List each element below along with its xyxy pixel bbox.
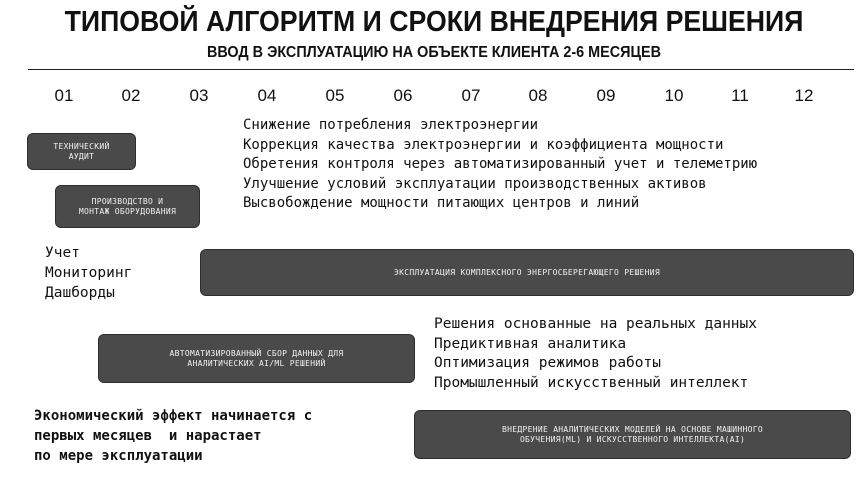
month-label: 01 bbox=[54, 86, 74, 105]
month-label: 11 bbox=[731, 86, 749, 105]
month-label: 08 bbox=[528, 86, 548, 105]
stage-bar-label: АВТОМАТИЗИРОВАННЫЙ СБОР ДАННЫХ ДЛЯ bbox=[169, 348, 344, 358]
month-label: 03 bbox=[189, 86, 209, 105]
note-line: Экономический эффект начинается с bbox=[34, 408, 313, 424]
month-label: 05 bbox=[325, 86, 345, 105]
list-item: Обретения контроля через автоматизированный учет и телеметрию bbox=[243, 156, 758, 172]
month-label: 12 bbox=[794, 86, 814, 105]
stage-bar-operation bbox=[201, 250, 853, 295]
month-label: 07 bbox=[461, 86, 481, 105]
note-line: первых месяцев и нарастает bbox=[34, 428, 262, 444]
stage-bar-data-collection bbox=[99, 335, 414, 382]
stage-bar-technical-audit bbox=[28, 134, 135, 169]
stage-bar-ml-ai bbox=[415, 411, 850, 458]
economic-effect-note bbox=[34, 406, 312, 466]
stage-bar-production bbox=[56, 186, 199, 227]
stage-bar-label: АНАЛИТИЧЕСКИХ AI/ML РЕШЕНИЙ bbox=[187, 358, 326, 368]
list-item: Промышленный искусственный интеллект bbox=[434, 374, 749, 391]
page-title: ТИПОВОЙ АЛГОРИТМ И СРОКИ ВНЕДРЕНИЯ РЕШЕНИЯ bbox=[64, 6, 804, 38]
list-item: Улучшение условий эксплуатации производственных активов bbox=[243, 175, 707, 192]
stage-bar-label: ЭКСПЛУАТАЦИЯ КОМПЛЕКСНОГО ЭНЕРГОСБЕРЕГАЮЩЕГО РЕШЕНИЯ bbox=[393, 267, 661, 277]
list-item: Оптимизация режимов работы bbox=[434, 355, 661, 371]
list-item: Предиктивная аналитика bbox=[434, 335, 627, 352]
list-item: Учет bbox=[45, 245, 80, 261]
list-item: Дашборды bbox=[45, 285, 115, 301]
stage-bar-label: МОНТАЖ ОБОРУДОВАНИЯ bbox=[78, 206, 177, 216]
month-label: 04 bbox=[257, 86, 277, 105]
list-item: Мониторинг bbox=[45, 265, 133, 281]
stage-bar-label: ПРОИЗВОДСТВО И bbox=[91, 196, 164, 206]
title-divider bbox=[28, 69, 854, 70]
monitoring-list bbox=[45, 243, 132, 303]
stage-bar-label: ВНЕДРЕНИЕ АНАЛИТИЧЕСКИХ МОДЕЛЕЙ НА ОСНОВЕ МАШИННОГО bbox=[502, 424, 763, 434]
month-label: 02 bbox=[121, 86, 141, 105]
benefits-list bbox=[243, 116, 757, 214]
stage-bar-label: ОБУЧЕНИЯ(ML) И ИСКУССТВЕННОГО ИНТЕЛЛЕКТА(AI) bbox=[519, 434, 746, 444]
stage-bar-label: ТЕХНИЧЕСКИЙ bbox=[53, 141, 110, 151]
list-item: Решения основанные на реальных данных bbox=[434, 316, 758, 332]
page-subtitle: ВВОД В ЭКСПЛУАТАЦИЮ НА ОБЪЕКТЕ КЛИЕНТА 2-6 МЕСЯЦЕВ bbox=[206, 44, 662, 61]
list-item: Высвобождение мощности питающих центров и линий bbox=[243, 195, 640, 211]
analytics-list bbox=[434, 315, 757, 393]
month-label: 06 bbox=[393, 86, 413, 105]
stage-bar-label: АУДИТ bbox=[68, 151, 95, 161]
list-item: Коррекция качества электроэнергии и коэффициента мощности bbox=[243, 136, 724, 153]
month-label: 09 bbox=[596, 86, 616, 105]
month-label: 10 bbox=[664, 86, 684, 105]
note-line: по мере эксплуатации bbox=[34, 448, 203, 464]
list-item: Снижение потребления электроэнергии bbox=[243, 117, 539, 133]
